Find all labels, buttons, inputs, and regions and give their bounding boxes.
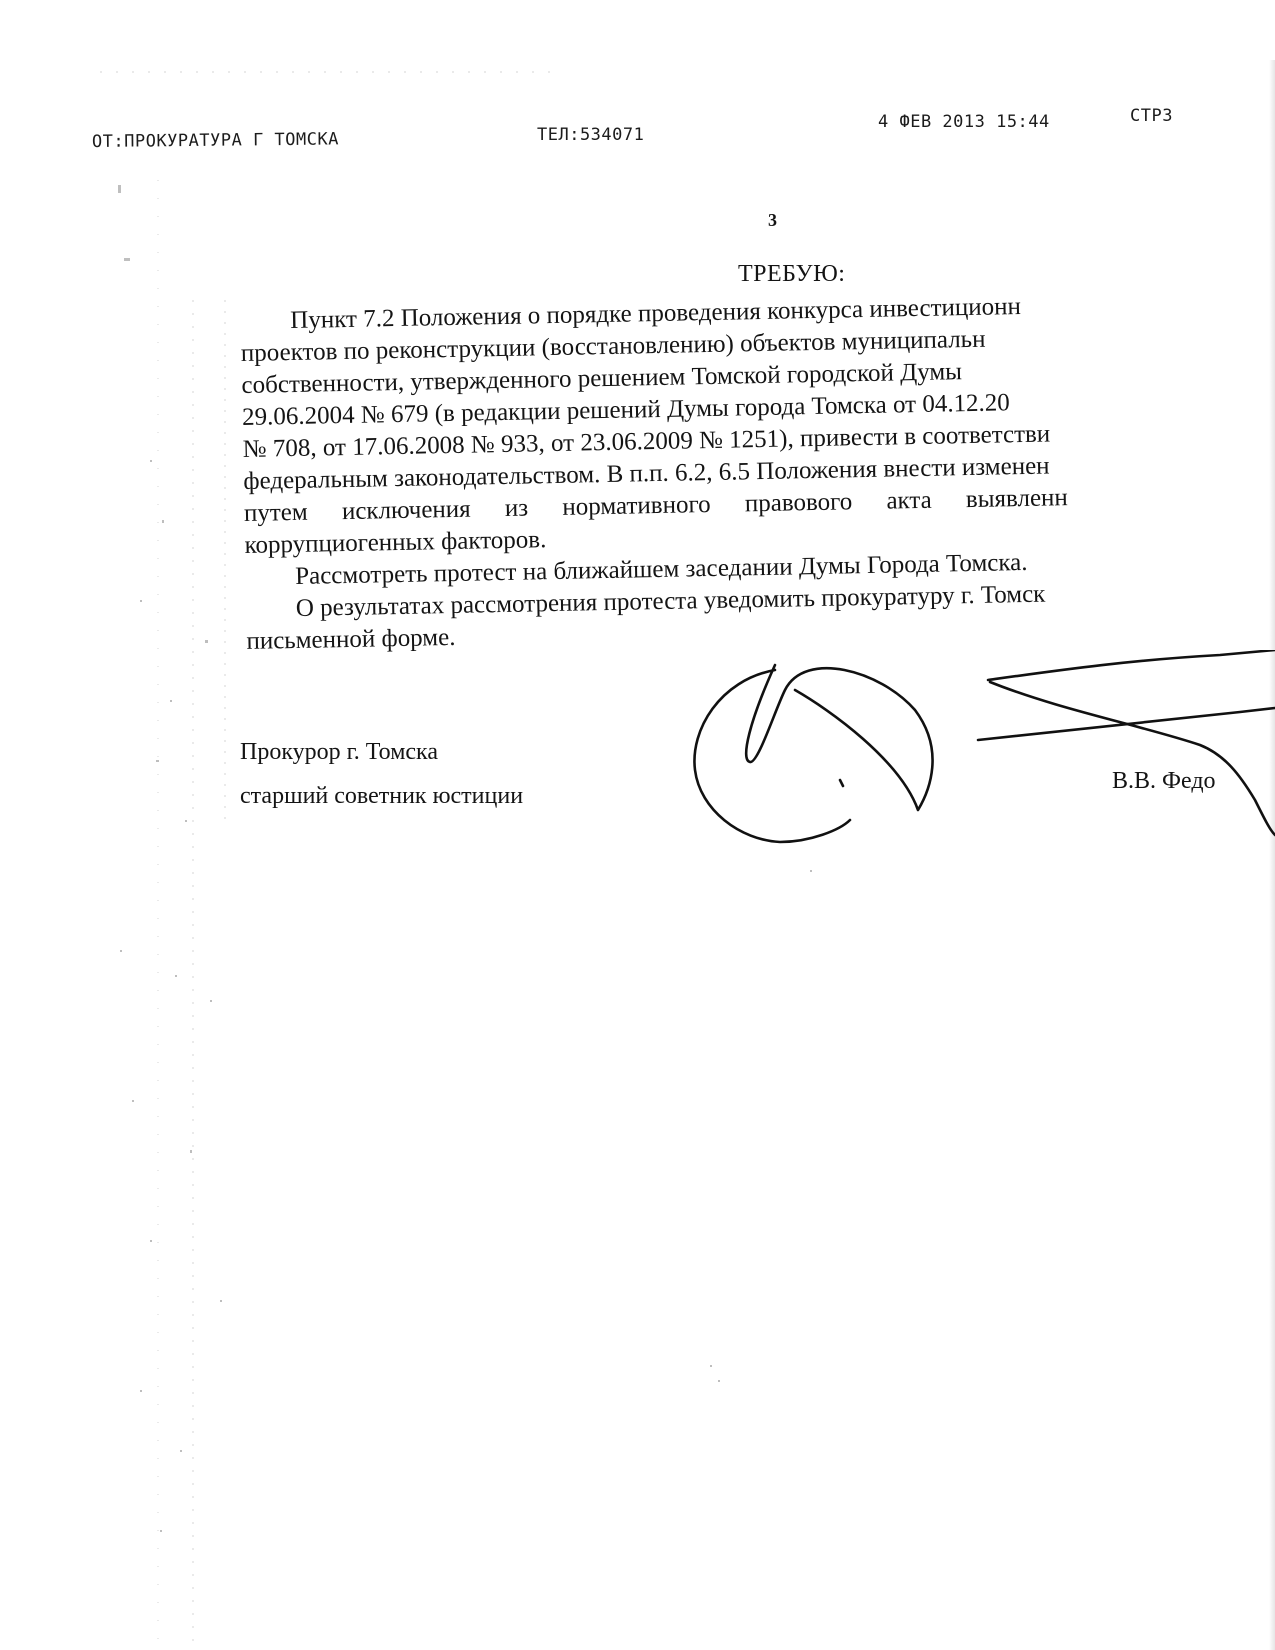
body-line: коррупциогенных факторов. xyxy=(244,526,547,559)
fax-page-number: СТР3 xyxy=(1130,106,1173,126)
page-number: 3 xyxy=(768,210,777,230)
body-line: путем исключения из нормативного правового акта выявленн xyxy=(243,484,1069,527)
signatory-title xyxy=(240,730,523,818)
fax-sender: ОТ:ПРОКУРАТУРА Г ТОМСКА xyxy=(91,129,339,152)
body-line: Пункт 7.2 Положения о порядке проведения конкурса инвестиционн xyxy=(290,293,1022,335)
document-heading: ТРЕБУЮ: xyxy=(738,261,846,287)
body-line: № 708, от 17.06.2008 № 933, от 23.06.2009 № 1251), привести в соответстви xyxy=(242,420,1051,463)
signatory-rank: старший советник юстиции xyxy=(240,783,524,809)
fax-header xyxy=(0,0,1275,160)
body-line: собственности, утвержденного решением Томской городской Думы xyxy=(241,358,963,399)
body-line: письменной форме. xyxy=(246,623,456,655)
signatory-position: Прокурор г. Томска xyxy=(240,739,438,765)
body-line: 29.06.2004 № 679 (в редакции решений Думы города Томска от 04.12.20 xyxy=(241,389,1011,431)
body-line: О результатах рассмотрения протеста уведомить прокуратуру г. Томск xyxy=(295,580,1046,622)
body-line: федеральным законодательством. В п.п. 6.2, 6.5 Положения внести изменен xyxy=(243,452,1050,495)
fax-date-time: 4 ФЕВ 2013 15:44 xyxy=(878,112,1050,132)
signatory-name: В.В. Федо xyxy=(1112,768,1216,794)
handwritten-signature xyxy=(680,650,1275,850)
body-line: проектов по реконструкции (восстановлению) объектов муниципальн xyxy=(240,325,986,367)
body-text xyxy=(240,286,1275,658)
body-line: Рассмотреть протест на ближайшем заседании Думы Города Томска. xyxy=(294,548,1028,590)
fax-phone: ТЕЛ:534071 xyxy=(537,125,645,145)
